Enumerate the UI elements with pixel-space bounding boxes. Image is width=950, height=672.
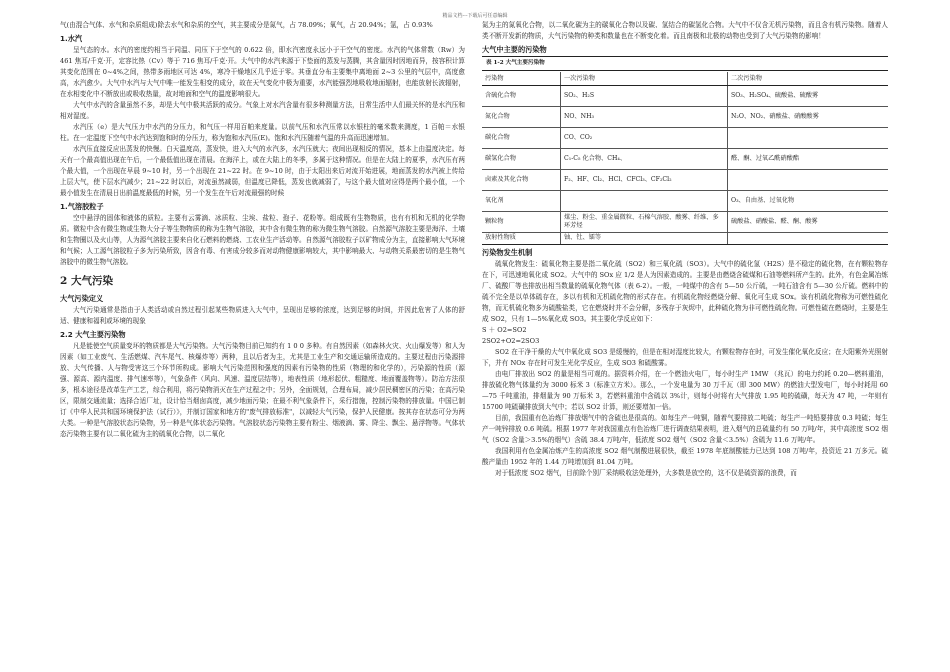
table-cell-category: 含硫化合物 [482, 86, 561, 107]
table-header-cell: 污染物 [482, 72, 561, 86]
reaction-formula-2: 2SO2+O2=2SO3 [482, 337, 540, 345]
pollutant-table [482, 72, 888, 245]
mechanism-paragraph-3: 由电厂排放出 SO2 的量是相当可观的。据资料介绍，在一个燃油火电厂，每小时生产 1MW （兆瓦）的电力约耗 0.20—燃料重油，排放硫化物气体量约为 3000 标米 3（标准立方米）。那么，一个发电量为 30 万千瓦（即 300 MW）的燃油大型发电厂，每小时耗用 60—75 千吨重油，排烟量为 90 万标米 3，若燃料重油中含硫以 3%计，则每小时将有大气排放 1.95 吨的硫磺，每天为 47 吨，一年则有 15700 吨硫磺排放到大气中；若以 SO2 计算，则还要增加一倍。 [482, 370, 888, 411]
table-row [482, 191, 888, 212]
table-cell-primary: SO₂、H₂S [561, 86, 728, 107]
reaction-formula-1: S ＋ O2=SO2 [482, 326, 527, 334]
section-title-air-pollution: 2 大气污染 [60, 275, 113, 287]
table-cell-category: 卤素及其化合物 [482, 170, 561, 191]
page-header: 精品文档---下载后可任意编辑 [442, 13, 508, 19]
water-paragraph-3: 水汽压（e）是大气压力中水汽的分压力，和气压一样用百帕来度量。以前气压和水汽压常以水银柱的毫米数来测度，1 百帕＝水银柱。在一定温度下空气中水汽达到饱和时的分压力，称为饱和水汽压(E)。饱和水汽压随着气温的升高而迅速增加。 [60, 123, 465, 142]
table-cell-primary: NO、NH₃ [561, 107, 728, 128]
aerosol-paragraph: 空中悬浮的固体和液体的质粒。主要有云雾滴、冰质粒、尘埃、盐粒、孢子、花粉等。组成既有生物物质，也有有机和无机的化学物质。微粒中含有微生物或生物大分子等生物物质的称为生物气溶胶，其中含有微生物的称为微生物气溶胶。自然源气溶胶主要是海洋、土壤和生物圈以及火山等，人为源气溶胶主要来自化石燃料的燃烧、工农业生产活动等。自然源气溶胶粒子以矿物成分为主，直接影响大气环境和气候；人工源气溶胶粒子多为污染所致，因含有毒、有害成分较多而对动物健康影响较大，其中影响最大、与动物关系最密切的是生物气溶胶中的微生物气溶胶。 [60, 214, 465, 266]
table-cell-secondary [728, 170, 889, 191]
table-row [482, 149, 888, 170]
table-header-cell: 二次污染物 [728, 72, 889, 86]
table-caption: 表 1-2 大气主要污染物 [482, 56, 888, 71]
table-heading: 大气中主要的污染物 [482, 45, 547, 54]
mechanism-paragraph-5: 我国利用有色金属冶炼产生的高浓度 SO2 烟气制酸进展很快，截至 1978 年底制酸能力已达到 108 万吨/年，投资近 21 万多元。硫酸产量由 1952 年的 1.44 万吨增加到 81.04 万吨。 [482, 447, 888, 466]
mechanism-paragraph-1: 硫氧化物发生：硫氧化物主要是指二氧化硫（SO2）和三氧化硫（SO3）。大气中的硫化氢（H2S）是不稳定的硫化物，在有颗粒物存在下，可迅速地氧化成 SO2。大气中的 SOx 应 1/2 是人为因素造成的。主要是由燃烧含硫煤和石油等燃料所产生的。此外，有色金属冶炼厂、硫酸厂等也排放出相当数量的硫氧化物气体（表 6-2）。一般，一吨煤中的含有 5—50 公斤硫，一吨石油含有 5—30 公斤硫。燃料中的硫不完全是以单体硫存在，多以有机和无机硫化物的形式存在。有机硫化物经燃烧分解、氧化可生成 SOx。该有机硫化物称为可燃性硫化物，而无机硫化物多为硫酸盐类，它在燃烧时并不会分解，多残存于灰烬中，此种硫化物为非可燃性硫化物。可燃性硫在燃烧时，主要是生成 SO2，只有 1—5%氧化成 SO3。其主要化学反应如下： [482, 260, 888, 323]
table-cell-primary: C₁-C₅ 化合物、CH₄、 [561, 149, 728, 170]
mechanism-paragraph-2: SO2 在干净干燥的大气中氧化成 SO3 是缓慢的，但是在相对湿度比较大，有颗粒物存在时，可发生催化氧化反应；在大阳紫外光照射下，并有 NOx 存在时可发生光化学反应，生成 SO3 和硫酸雾。 [482, 348, 888, 367]
right-column [482, 20, 888, 479]
table-cell-primary: F₂、HF、Cl₂、HCl、CFCl₃、CF₂Cl₂ [561, 170, 728, 191]
table-cell-primary: CO、CO₂ [561, 128, 728, 149]
table-cell-primary: 煤尘、粉尘、重金属微粒、石棉气溶胶、酸雾、纤维、多环芳烃 [561, 212, 728, 233]
table-row [482, 170, 888, 191]
left-column [60, 20, 465, 440]
water-paragraph-1: 呈气态的水。水汽的密度约相当于同温、同压下于空气的 0.622 倍，即水汽密度永远小于干空气的密度。水汽的气体常数（Rw）为 461 焦耳/千克·开，定容比热（Cv）等于 716 焦耳/千克·开。大气中的水汽来源于下垫面的蒸发与蒸腾，其含量因时因地而异，按容积计算其变化范围在 0~4%之间，热带多雨地区可达 4%，寒冷干燥地区几乎近于零。其垂直分布主要集中离地面 2~3 公里的气层中，高度愈高，水汽愈少。大气中水汽与大气中唯一能发生相变的成分，故在天气变化中极为重要，水汽能强烈地吸收地面辐射，也能放射长波辐射，在水相变化中不断放出或吸收热量，故对地面和空气的温度影响很大。 [60, 46, 465, 98]
table-header-cell: 一次污染物 [561, 72, 728, 86]
intro-paragraph: 气(由混合气体、水气和杂质组成)除去水气和杂质的空气，其主要成分是氮气，占 78.09%；氧气，占 20.94%；氩，占 0.93% [60, 21, 433, 29]
table-row [482, 128, 888, 149]
water-vapor-heading: 1.水汽 [60, 34, 83, 43]
major-pollutants-paragraph: 凡是能使空气质量变坏的物质都是大气污染物。大气污染物目前已知约有 1 0 0 多种。有自然因素（如森林火灾、火山爆发等）和人为因素（如工业废气、生活燃煤、汽车尾气、核爆炸等）两种，且以后者为主，尤其是工业生产和交通运输所造成的。主要过程由污染源排放、大气传播、人与物受害这三个环节所构成。影响大气污染范围和强度的因素有污染物的性质（物理的和化学的），污染源的性质（源强、源高、源内温度、排气速率等），气象条件（风向、风速、温度层结等），地表性质（地形起伏、粗糙度、地面覆盖物等）。防治方法很多，根本途径是改革生产工艺，综合利用，将污染物消灭在生产过程之中；另外，全面规划，合理布局，减少居民稠密区的污染；在高污染区，限制交通流量；选择合适厂址，设计恰当烟囱高度，减少地面污染；在最不利气象条件下，采行措施，控制污染物的排放量。中国已制订《中华人民共和国环境保护法（试行）》，并制订国家和地方的"废气排放标准"，以减轻大气污染，保护人民健康。按其存在状态可分为两大类。一种是气溶胶状态污染物，另一种是气体状态污染物。气溶胶状态污染物主要有粉尘、烟液滴、雾、降尘、飘尘、悬浮物等。气体状态污染物主要有以二氧化硫为主的硫氧化合物，以二氧化 [60, 342, 465, 438]
continuation-paragraph: 氮为主的氮氧化合物，以二氧化碳为主的碳氧化合物以及碳、氢结合的碳氢化合物。大气中不仅含无机污染物，而且含有机污染物。随着人类不断开发新的物质，大气污染物的种类和数量也在不断变化着。而且南极和北极的动物也受到了大气污染物的影响！ [482, 21, 888, 40]
table-header-row [482, 72, 888, 86]
table-cell-secondary: N₂O、NO₂、硝酸盐、硝酸酸雾 [728, 107, 889, 128]
definition-paragraph: 大气污染通常是指由于人类活动或自然过程引起某些物质进入大气中，呈现出足够的浓度，达到足够的时间，并因此危害了人体的舒适、健康和福利或环境的现象 [60, 306, 465, 325]
table-row [482, 86, 888, 107]
table-cell-secondary: 醛、酮、过氧乙酰硝酸酯 [728, 149, 889, 170]
table-cell-category: 碳氢化合物 [482, 149, 561, 170]
table-row [482, 233, 888, 245]
aerosol-heading: 1.气溶胶粒子 [60, 202, 104, 211]
definition-heading: 大气污染定义 [60, 294, 104, 303]
table-cell-secondary: SO₃、H₂SO₄、硫酸盐、硫酸雾 [728, 86, 889, 107]
water-paragraph-2: 大气中水汽的含量虽然不多，却是大气中极其活跃的成分。气象上对水汽含量有很多种测量方法，日常生活中人们最关怀的是水汽压和相对湿度。 [60, 101, 465, 120]
mechanism-paragraph-4: 目前，我国重有色冶炼厂排放烟气中的含硫也是很高的。如每生产一吨铜，随着气要排放二吨硫；每生产一吨铅要排放 0.3 吨硫；每生产一吨锌排放 0.6 吨硫。根据 1977 年对我国重点有色冶炼厂进行调查结果表明，进入烟气的总硫量约有 50 万吨/年，其中高浓度 SO2 烟气（SO2 含量＞3.5%的烟气）含硫 38.4 万吨/年，低浓度 SO2 烟气（SO2 含量＜3.5%）含硫为 11.6 万吨/年。 [482, 414, 888, 444]
table-cell-category: 碳化合物 [482, 128, 561, 149]
table-cell-primary: 铀、钍、镭等 [561, 233, 728, 245]
table-cell-secondary [728, 233, 889, 245]
table-cell-category: 颗粒物 [482, 212, 561, 233]
table-cell-primary [561, 191, 728, 212]
table-cell-secondary: O₃、自由基、过氧化物 [728, 191, 889, 212]
table-cell-category: 氧化剂 [482, 191, 561, 212]
table-cell-category: 放射性物质 [482, 233, 561, 245]
table-row [482, 107, 888, 128]
table-cell-category: 氮化合物 [482, 107, 561, 128]
mechanism-heading: 污染物发生机制 [482, 248, 533, 257]
table-row [482, 212, 888, 233]
water-paragraph-4: 水汽压直接反应出蒸发的快慢。白天温度高，蒸发快，进入大气的水汽多，水汽压就大；夜间出现相反的情况，基本上由温度决定。每天有一个最高值出现在午后，一个最低值出现在清晨。在海洋上，或在大陆上的冬季，多属于这种情况。但是在大陆上的夏季，水汽压有两个最大值，一个出现在早晨 9~10 时，另一个出现在 21~22 时。在 9~10 时，由于太阳出来后对流开始进展，地面蒸发的水汽被上传给上层大气，使下层水汽减少；21~22 时以后，对流虽然减弱，但温度已降低，蒸发也就减弱了，与这个最大值对应得是两个最小值，一个最小值发生在清晨日出前温度最低的时候，另一个发生在午后对流最强的时候 [60, 145, 465, 197]
table-cell-secondary [728, 128, 889, 149]
mechanism-paragraph-6: 对于低浓度 SO2 烟气，目前除个别厂采纳吸收法处理外，大多数是放空的，这不仅是硫资源的浪费，而 [495, 469, 797, 477]
major-pollutants-heading: 2.2 大气主要污染物 [60, 330, 126, 339]
table-cell-secondary: 硫酸盐、硝酸盐、醛、酮、酸雾 [728, 212, 889, 233]
